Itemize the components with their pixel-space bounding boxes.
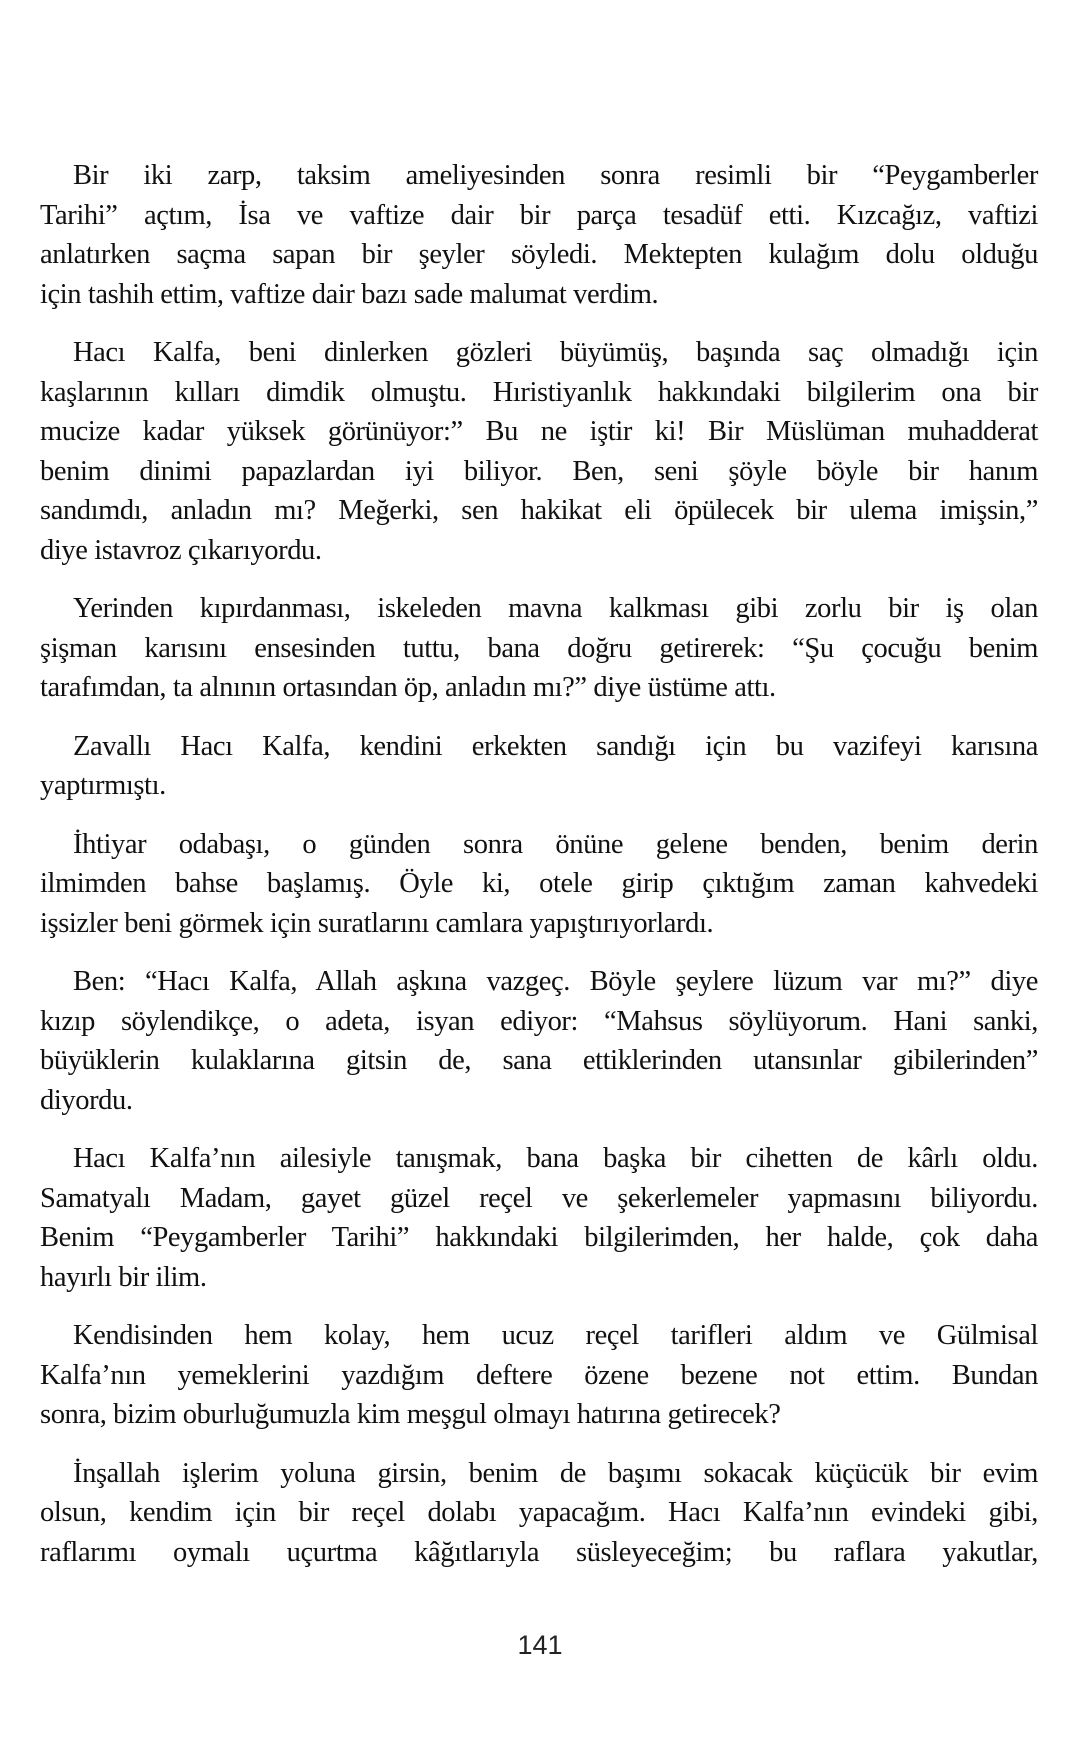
paragraph [40,156,1038,314]
text-line: diyordu. [40,1084,133,1116]
text-line: sandımdı, anladın mı? Meğerki, sen hakikat eli öpülecek bir ulema imişsin,” [40,495,1038,526]
text-line: Tarihi” açtım, İsa ve vaftize dair bir parça tesadüf etti. Kızcağız, vaftizi [40,199,1038,231]
text-line: Kalfa’nın yemeklerini yazdığım deftere özene bezene not ettim. Bundan [40,1359,1038,1391]
text-line: İhtiyar odabaşı, o günden sonra önüne gelene benden, benim derin [73,828,1038,860]
text-line: İnşallah işlerim yoluna girsin, benim de başımı sokacak küçücük bir evim [73,1457,1038,1489]
text-line: büyüklerin kulaklarına gitsin de, sana ettiklerinden utansınlar gibilerinden” [40,1045,1038,1076]
text-line: Bir iki zarp, taksim ameliyesinden sonra resimli bir “Peygamberler [73,160,1038,191]
text-line: işsizler beni görmek için suratlarını camlara yapıştırıyorlardı. [40,907,714,939]
text-line: Ben: “Hacı Kalfa, Allah aşkına vazgeç. Böyle şeylere lüzum var mı?” diye [73,966,1038,997]
text-line: mucize kadar yüksek görünüyor:” Bu ne iştir ki! Bir Müslüman muhadderat [40,416,1038,447]
text-line: tarafımdan, ta alnının ortasından öp, anladın mı?” diye üstüme attı. [40,672,776,703]
text-line: şişman karısını ensesinden tuttu, bana doğru getirerek: “Şu çocuğu benim [40,632,1038,664]
text-line: Hacı Kalfa, beni dinlerken gözleri büyümüş, başında saç olmadığı için [73,337,1038,368]
paragraph [40,1454,1038,1573]
paragraph [40,1139,1038,1297]
paragraph [40,1316,1038,1435]
text-line: yaptırmıştı. [40,770,166,801]
text-line: hayırlı bir ilim. [40,1261,207,1293]
book-page-text [40,156,1038,1591]
paragraph [40,589,1038,708]
text-line: benim dinimi papazlardan iyi biliyor. Ben, seni şöyle böyle bir hanım [40,455,1038,487]
paragraph [40,962,1038,1120]
text-line: kızıp söylendikçe, o adeta, isyan ediyor: “Mahsus söylüyorum. Hani sanki, [40,1005,1038,1037]
text-line: sonra, bizim oburluğumuzla kim meşgul olmayı hatırına getirecek? [40,1399,781,1430]
text-line: ilmimden bahse başlamış. Öyle ki, otele girip çıktığım zaman kahvedeki [40,868,1038,899]
text-line: Zavallı Hacı Kalfa, kendini erkekten sandığı için bu vazifeyi karısına [73,730,1038,762]
text-line: kaşlarının kılları dimdik olmuştu. Hıristiyanlık hakkındaki bilgilerim ona bir [40,376,1038,408]
text-line: Benim “Peygamberler Tarihi” hakkındaki bilgilerimden, her halde, çok daha [40,1222,1038,1253]
page-number: 141 [517,1630,563,1660]
text-line: için tashih ettim, vaftize dair bazı sade malumat verdim. [40,278,659,310]
text-line: olsun, kendim için bir reçel dolabı yapacağım. Hacı Kalfa’nın evindeki gibi, [40,1497,1038,1528]
text-line: diye istavroz çıkarıyordu. [40,534,322,566]
text-line: raflarımı oymalı uçurtma kâğıtlarıyla süsleyeceğim; bu raflara yakutlar, [40,1536,1038,1568]
text-line: anlatırken saçma sapan bir şeyler söyledi. Mektepten kulağım dolu olduğu [40,239,1038,270]
paragraph [40,727,1038,806]
text-line: Hacı Kalfa’nın ailesiyle tanışmak, bana başka bir cihetten de kârlı oldu. [73,1143,1038,1174]
paragraph [40,825,1038,944]
text-line: Yerinden kıpırdanması, iskeleden mavna kalkması gibi zorlu bir iş olan [73,593,1038,624]
text-line: Kendisinden hem kolay, hem ucuz reçel tarifleri aldım ve Gülmisal [73,1320,1038,1351]
text-line: Samatyalı Madam, gayet güzel reçel ve şekerlemeler yapmasını biliyordu. [40,1182,1038,1214]
paragraph [40,333,1038,570]
